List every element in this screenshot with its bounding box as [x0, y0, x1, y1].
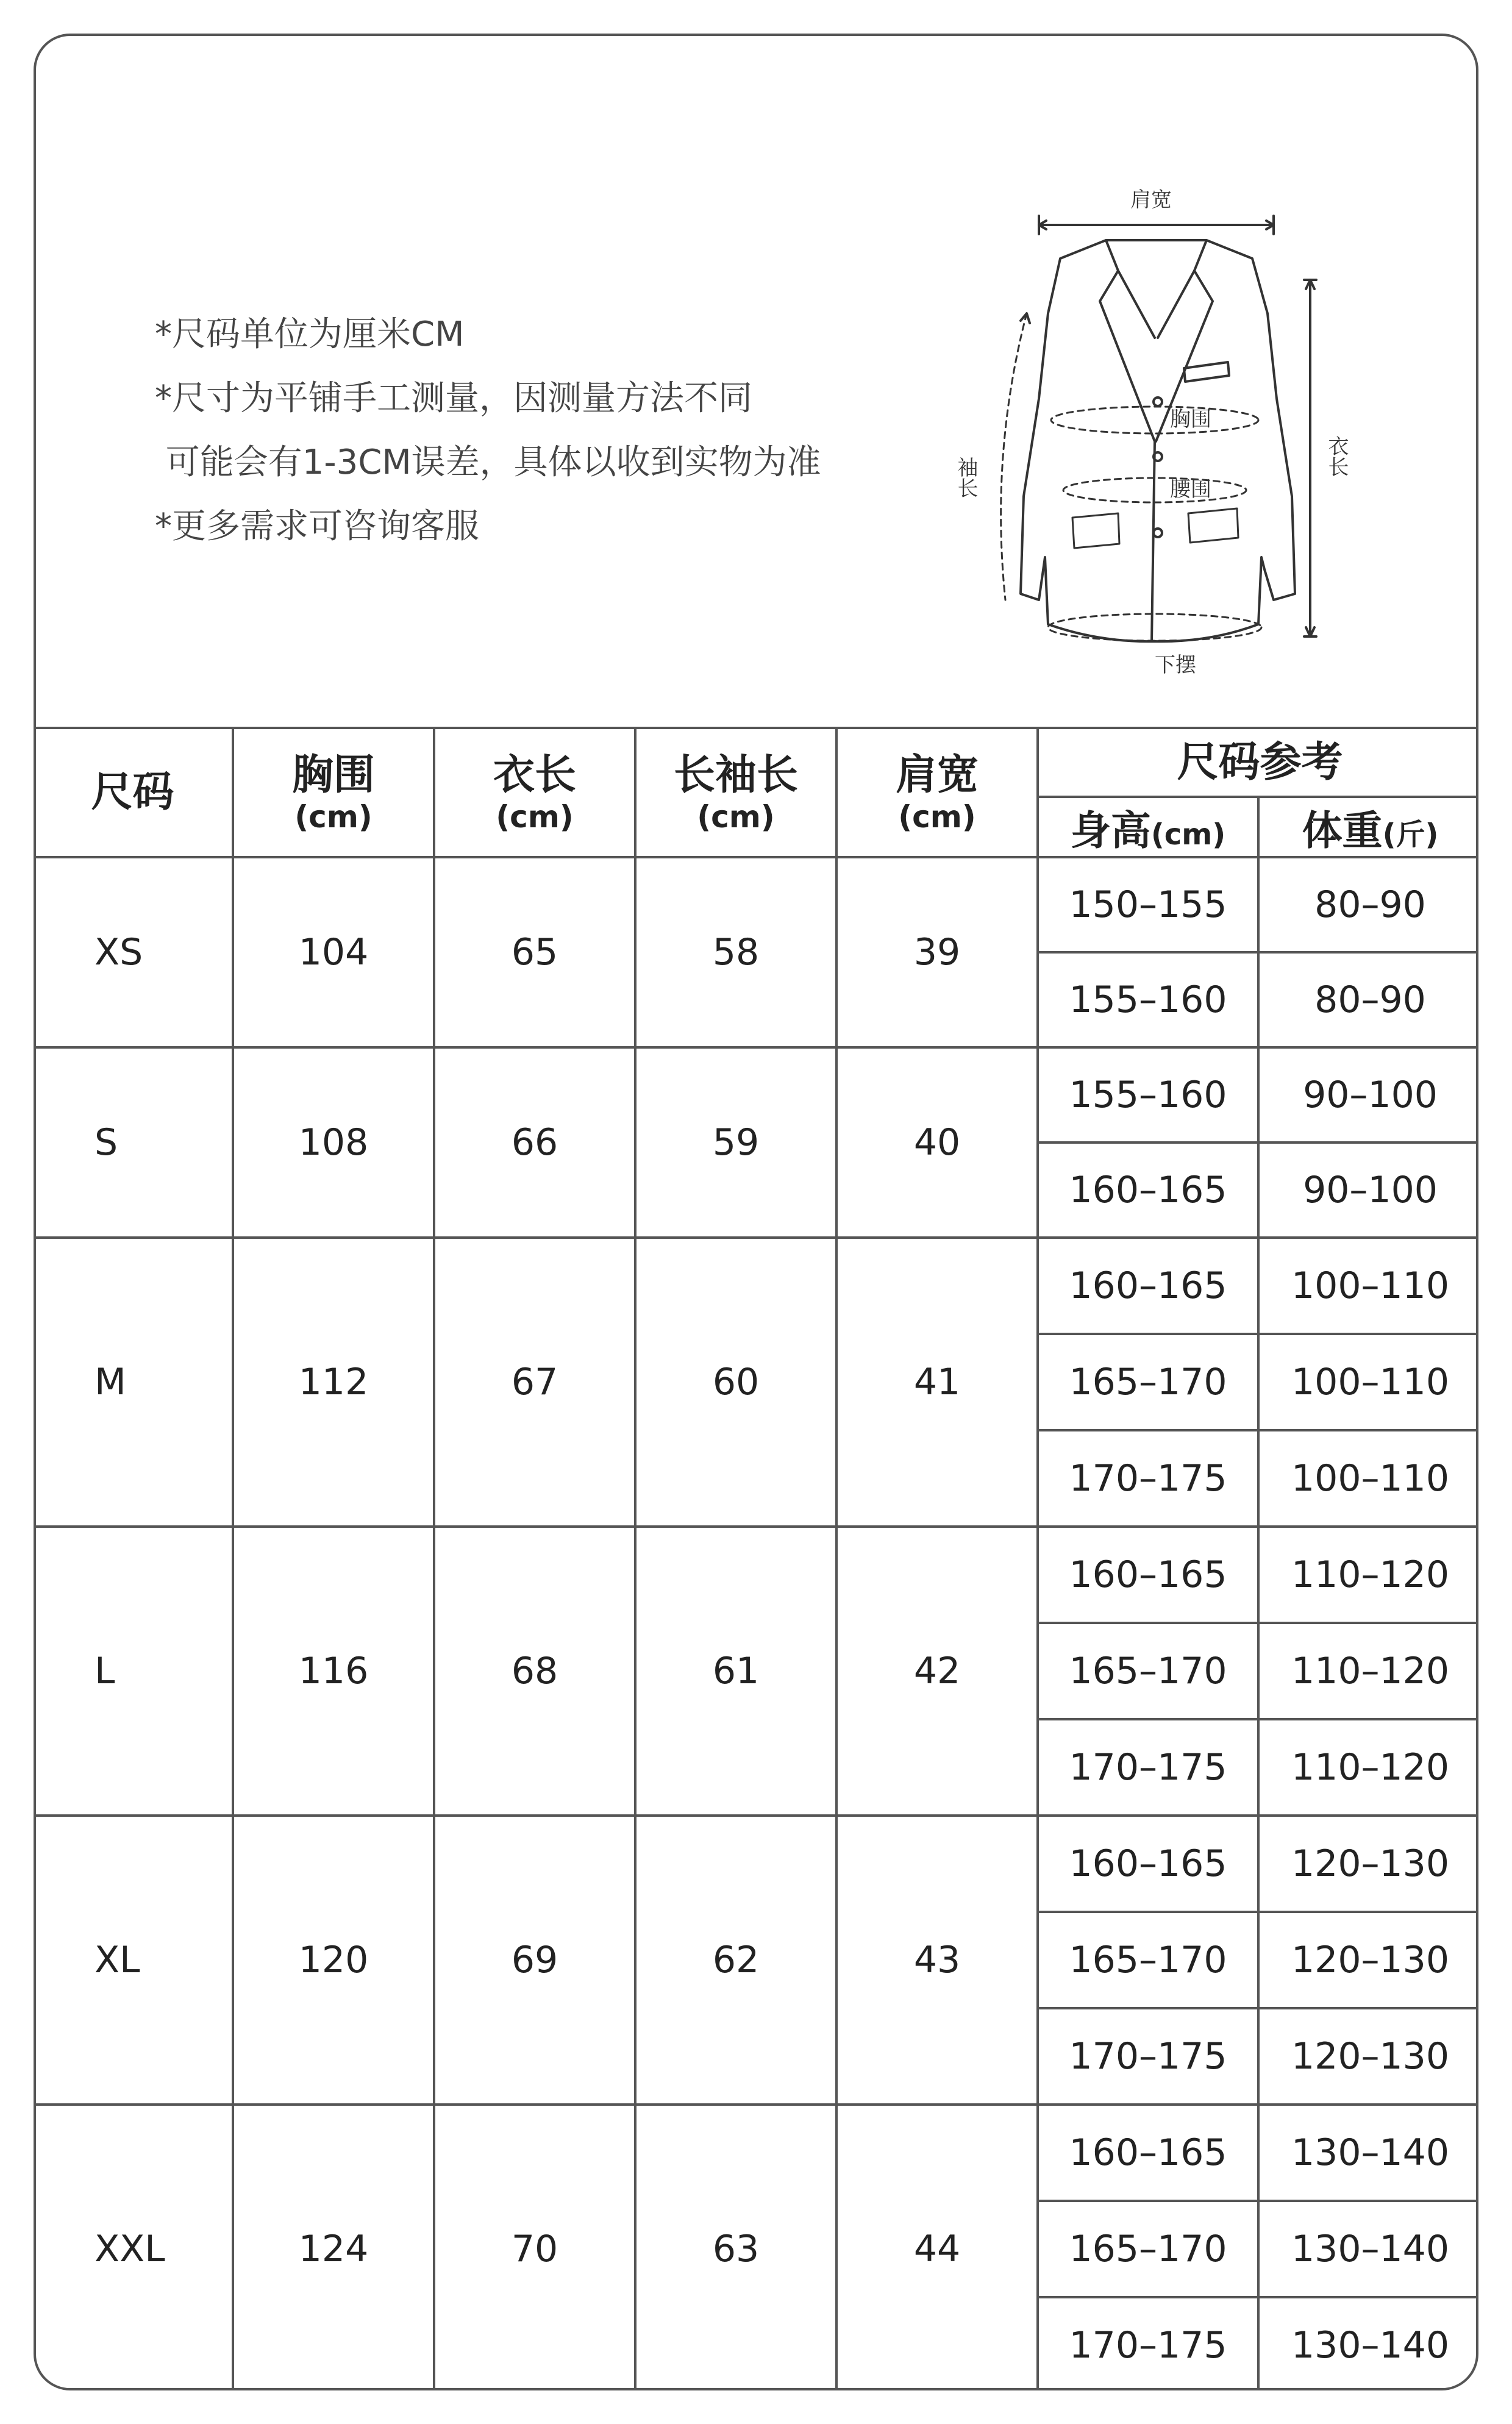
height-range-cell: 160–165 — [1038, 1527, 1258, 1623]
jacket-outline-icon — [1021, 240, 1295, 641]
weight-range-cell: 120–130 — [1258, 1816, 1478, 1912]
height-range-cell: 170–175 — [1038, 1719, 1258, 1816]
height-range-cell: 150–155 — [1038, 857, 1258, 952]
shoulder-cell: 40 — [836, 1047, 1038, 1238]
height-range-cell: 170–175 — [1038, 2008, 1258, 2105]
height-range-cell: 160–165 — [1038, 1142, 1258, 1238]
weight-range-cell: 130–140 — [1258, 2105, 1478, 2201]
shoulder-cell: 44 — [836, 2105, 1038, 2390]
length-cell: 67 — [434, 1238, 635, 1527]
shoulder-cell: 42 — [836, 1527, 1038, 1816]
length-label: 衣长 — [1324, 435, 1349, 477]
size-cell: XXL — [34, 2105, 233, 2390]
height-range-cell: 160–165 — [1038, 2105, 1258, 2201]
weight-range-cell: 130–140 — [1258, 2201, 1478, 2297]
table-row — [34, 1527, 1478, 1623]
length-cell: 68 — [434, 1527, 635, 1816]
height-range-cell: 165–170 — [1038, 1623, 1258, 1719]
note-line-3: 可能会有1-3CM误差，具体以收到实物为准 — [155, 443, 821, 482]
sleeve-cell: 61 — [635, 1527, 836, 1816]
waist-label: 腰围 — [1170, 477, 1211, 502]
header-shoulder: 肩宽 (cm) — [836, 728, 1038, 857]
size-chart-card — [34, 34, 1478, 2390]
hem-label: 下摆 — [1155, 653, 1196, 677]
weight-range-cell: 80–90 — [1258, 952, 1478, 1047]
length-cell: 66 — [434, 1047, 635, 1238]
height-range-cell: 165–170 — [1038, 1912, 1258, 2008]
size-cell: L — [34, 1527, 233, 1816]
chest-cell: 124 — [233, 2105, 434, 2390]
table-row — [34, 857, 1478, 952]
table-row — [34, 2105, 1478, 2201]
length-cell: 70 — [434, 2105, 635, 2390]
size-cell: XS — [34, 857, 233, 1047]
height-range-cell: 155–160 — [1038, 1047, 1258, 1142]
sleeve-label: 袖长 — [954, 457, 978, 498]
weight-range-cell: 100–110 — [1258, 1238, 1478, 1334]
size-cell: XL — [34, 1816, 233, 2105]
height-range-cell: 170–175 — [1038, 2297, 1258, 2390]
height-range-cell: 160–165 — [1038, 1816, 1258, 1912]
table-row — [34, 1816, 1478, 1912]
shoulder-cell: 39 — [836, 857, 1038, 1047]
header-sleeve: 长袖长 (cm) — [635, 728, 836, 857]
sleeve-cell: 59 — [635, 1047, 836, 1238]
length-cell: 65 — [434, 857, 635, 1047]
header-size-reference: 尺码参考 — [1038, 728, 1478, 797]
height-range-cell: 165–170 — [1038, 1334, 1258, 1430]
chest-cell: 108 — [233, 1047, 434, 1238]
shoulder-cell: 43 — [836, 1816, 1038, 2105]
height-range-cell: 170–175 — [1038, 1430, 1258, 1527]
height-range-cell: 165–170 — [1038, 2201, 1258, 2297]
chest-cell: 112 — [233, 1238, 434, 1527]
weight-range-cell: 130–140 — [1258, 2297, 1478, 2390]
size-cell: M — [34, 1238, 233, 1527]
chest-cell: 120 — [233, 1816, 434, 2105]
weight-range-cell: 110–120 — [1258, 1623, 1478, 1719]
header-length: 衣长 (cm) — [434, 728, 635, 857]
chest-cell: 104 — [233, 857, 434, 1047]
sleeve-cell: 60 — [635, 1238, 836, 1527]
chest-cell: 116 — [233, 1527, 434, 1816]
table-row — [34, 1238, 1478, 1334]
header-chest: 胸围 (cm) — [233, 728, 434, 857]
height-range-cell: 160–165 — [1038, 1238, 1258, 1334]
header-weight: 体重(斤) — [1258, 797, 1478, 857]
size-table — [34, 727, 1478, 2390]
weight-range-cell: 110–120 — [1258, 1719, 1478, 1816]
header-size: 尺码 — [34, 728, 233, 857]
weight-range-cell: 90–100 — [1258, 1142, 1478, 1238]
weight-range-cell: 80–90 — [1258, 857, 1478, 952]
weight-range-cell: 90–100 — [1258, 1047, 1478, 1142]
table-row — [34, 1047, 1478, 1142]
weight-range-cell: 110–120 — [1258, 1527, 1478, 1623]
note-line-1: *尺码单位为厘米CM — [155, 315, 465, 354]
weight-range-cell: 120–130 — [1258, 2008, 1478, 2105]
weight-range-cell: 100–110 — [1258, 1334, 1478, 1430]
size-cell: S — [34, 1047, 233, 1238]
weight-range-cell: 120–130 — [1258, 1912, 1478, 2008]
sleeve-cell: 62 — [635, 1816, 836, 2105]
chest-label: 胸围 — [1170, 407, 1211, 432]
note-line-2: *尺寸为平铺手工测量，因测量方法不同 — [155, 379, 752, 418]
weight-range-cell: 100–110 — [1258, 1430, 1478, 1527]
sleeve-cell: 58 — [635, 857, 836, 1047]
jacket-measurement-diagram — [935, 179, 1386, 679]
shoulder-label: 肩宽 — [1130, 188, 1172, 212]
height-range-cell: 155–160 — [1038, 952, 1258, 1047]
note-line-4: *更多需求可咨询客服 — [155, 507, 479, 546]
sleeve-cell: 63 — [635, 2105, 836, 2390]
shoulder-cell: 41 — [836, 1238, 1038, 1527]
header-height: 身高(cm) — [1038, 797, 1258, 857]
length-cell: 69 — [434, 1816, 635, 2105]
